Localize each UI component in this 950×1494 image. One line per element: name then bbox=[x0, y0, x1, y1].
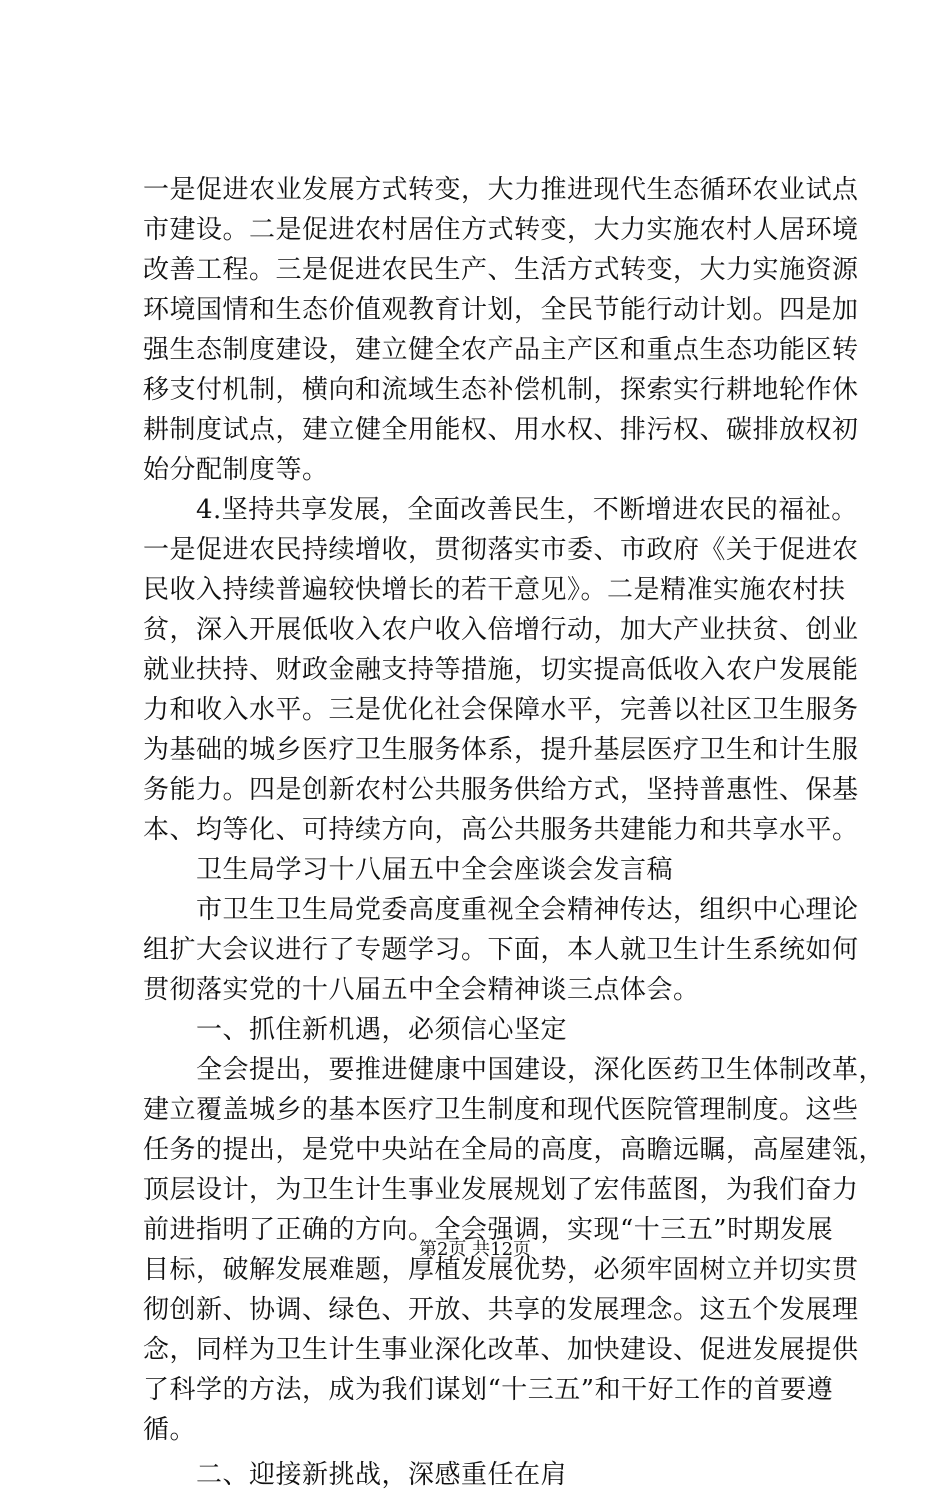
text-line: 组扩大会议进行了专题学习。下面，本人就卫生计生系统如何 bbox=[143, 935, 859, 965]
document-body bbox=[143, 172, 886, 1494]
text-line: 循。 bbox=[143, 1415, 197, 1445]
text-line: 市卫生卫生局党委高度重视全会精神传达，组织中心理论 bbox=[143, 895, 859, 925]
page-number-footer: 第2页 共12页 bbox=[418, 1239, 532, 1260]
text-line: 目标，破解发展难题，厚植发展优势，必须牢固树立并切实贯 bbox=[143, 1255, 859, 1285]
text-line: 强生态制度建设，建立健全农产品主产区和重点生态功能区转 bbox=[143, 335, 859, 365]
section-heading-4: 4.坚持共享发展，全面改善民生，不断增进农民的福祉。 bbox=[143, 495, 858, 525]
text-line: 一是促进农业发展方式转变，大力推进现代生态循环农业试点 bbox=[143, 175, 859, 205]
text-line: 始分配制度等。 bbox=[143, 455, 329, 485]
text-line: 就业扶持、财政金融支持等措施，切实提高低收入农户发展能 bbox=[143, 655, 859, 685]
text-line: 本、均等化、可持续方向，高公共服务共建能力和共享水平。 bbox=[143, 815, 859, 845]
text-line: 民收入持续普遍较快增长的若干意见》。二是精准实施农村扶 bbox=[143, 575, 846, 605]
text-line: 全会提出，要推进健康中国建设，深化医药卫生体制改革， bbox=[143, 1055, 886, 1085]
text-line: 务能力。四是创新农村公共服务供给方式，坚持普惠性、保基 bbox=[143, 775, 859, 805]
text-line: 力和收入水平。三是优化社会保障水平，完善以社区卫生服务 bbox=[143, 695, 859, 725]
text-line: 前进指明了正确的方向。全会强调，实现“十三五”时期发展 bbox=[143, 1215, 834, 1245]
text-line: 念，同样为卫生计生事业深化改革、加快建设、促进发展提供 bbox=[143, 1335, 859, 1365]
text-line: 建立覆盖城乡的基本医疗卫生制度和现代医院管理制度。这些 bbox=[143, 1095, 859, 1125]
text-line: 彻创新、协调、绿色、开放、共享的发展理念。这五个发展理 bbox=[143, 1295, 859, 1325]
speech-title: 卫生局学习十八届五中全会座谈会发言稿 bbox=[143, 855, 674, 885]
text-line: 市建设。二是促进农村居住方式转变，大力实施农村人居环境 bbox=[143, 215, 859, 245]
text-line: 一是促进农民持续增收，贯彻落实市委、市政府《关于促进农 bbox=[143, 535, 859, 565]
text-line: 移支付机制，横向和流域生态补偿机制，探索实行耕地轮作休 bbox=[143, 375, 859, 405]
text-line: 改善工程。三是促进农民生产、生活方式转变，大力实施资源 bbox=[143, 255, 859, 285]
text-line: 顶层设计，为卫生计生事业发展规划了宏伟蓝图，为我们奋力 bbox=[143, 1175, 859, 1205]
text-line: 任务的提出，是党中央站在全局的高度，高瞻远瞩，高屋建瓴， bbox=[143, 1135, 886, 1165]
text-line: 贯彻落实党的十八届五中全会精神谈三点体会。 bbox=[143, 975, 700, 1005]
text-line: 贫，深入开展低收入农户收入倍增行动，加大产业扶贫、创业 bbox=[143, 615, 859, 645]
text-line: 了科学的方法，成为我们谋划“十三五”和干好工作的首要遵 bbox=[143, 1375, 834, 1405]
section-heading-2: 二、迎接新挑战，深感重任在肩 bbox=[143, 1460, 568, 1490]
text-line: 环境国情和生态价值观教育计划，全民节能行动计划。四是加 bbox=[143, 295, 859, 325]
text-line: 为基础的城乡医疗卫生服务体系，提升基层医疗卫生和计生服 bbox=[143, 735, 859, 765]
text-line: 耕制度试点，建立健全用能权、用水权、排污权、碳排放权初 bbox=[143, 415, 859, 445]
section-heading-1: 一、抓住新机遇，必须信心坚定 bbox=[143, 1015, 568, 1045]
